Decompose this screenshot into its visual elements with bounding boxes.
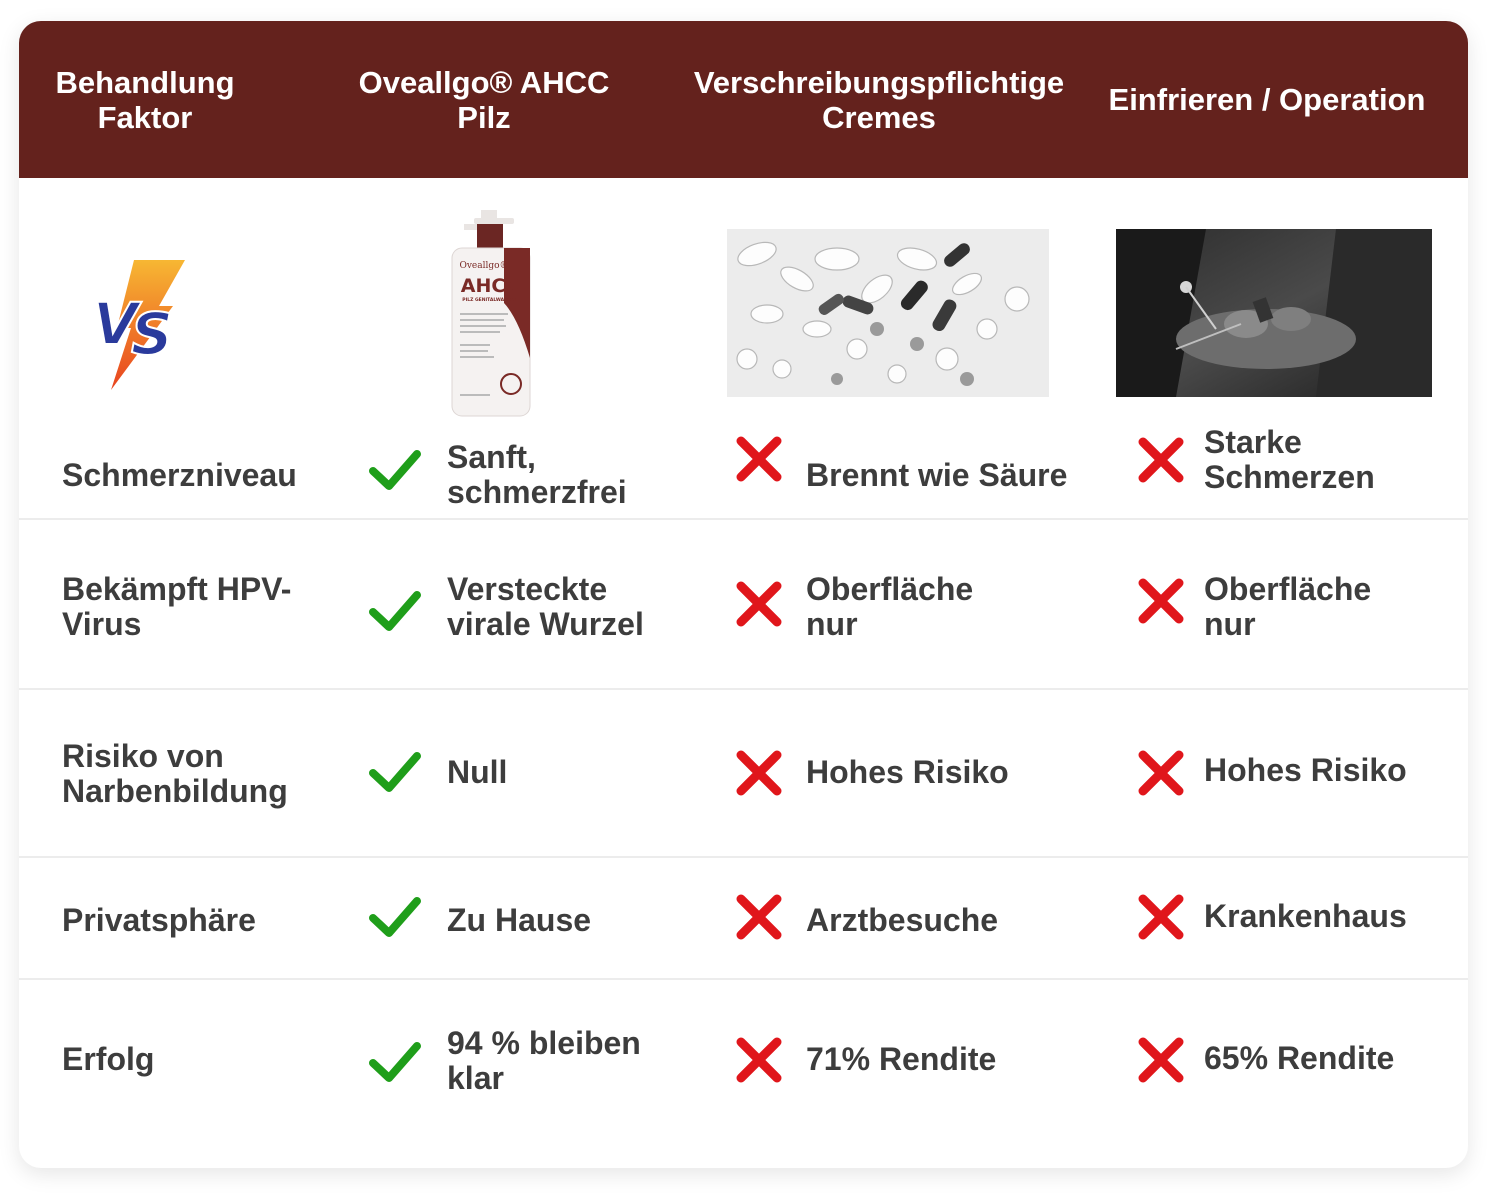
row-creams-value [806, 572, 973, 642]
header-surgery-label: Einfrieren / Operation [1108, 82, 1426, 117]
row-creams-value-text: 71% Rendite [806, 1040, 997, 1077]
header-product-label: Oveallgo® AHCC Pilz [358, 64, 610, 135]
row-surgery-value-text: Hohes Risiko [1204, 751, 1407, 788]
cross-icon [733, 747, 785, 799]
header-factor-label: Behandlung Faktor [55, 64, 235, 135]
row-surgery-value [1204, 899, 1407, 934]
header-factor [19, 21, 271, 178]
cross-icon [1135, 434, 1187, 486]
header-surgery [1099, 21, 1435, 178]
cross-icon [733, 1034, 785, 1086]
product-subtitle-text: PILZ GENITALWARZEN [462, 298, 518, 303]
row-factor-label-text: Bekämpft HPV- Virus [62, 571, 292, 642]
row-creams-value [806, 1042, 996, 1077]
product-name-text: AHCC [460, 275, 520, 297]
row-product-value-text: Null [447, 753, 508, 790]
row-factor-label [62, 1042, 154, 1077]
cross-icon [1135, 1034, 1187, 1086]
row-product-value [447, 903, 591, 938]
image-row [19, 178, 1468, 448]
row-product-value [447, 572, 644, 642]
check-icon [369, 891, 421, 943]
row-creams-value-text: Arztbesuche [806, 901, 999, 938]
check-icon [369, 746, 421, 798]
row-product-value [447, 440, 627, 510]
row-product-value [447, 755, 507, 790]
svg-text:V: V [93, 290, 138, 358]
row-creams-value [806, 755, 1009, 790]
row-factor-label [62, 458, 297, 493]
row-factor-label-text: Erfolg [62, 1040, 155, 1077]
cross-icon [1135, 575, 1187, 627]
row-creams-value [806, 903, 998, 938]
table-header [19, 21, 1468, 178]
row-product-value [447, 1026, 641, 1096]
comparison-table [19, 21, 1468, 1168]
svg-text:S: S [131, 300, 173, 368]
row-factor-label-text: Risiko von Narbenbildung [62, 738, 288, 809]
row-creams-value [806, 458, 1067, 493]
row-factor-label-text: Schmerzniveau [62, 456, 297, 493]
cross-icon [733, 578, 785, 630]
header-product [319, 21, 649, 178]
row-product-value-text: Versteckte virale Wurzel [447, 571, 644, 642]
pills-photo [727, 229, 1049, 397]
row-surgery-value [1204, 425, 1375, 495]
row-surgery-value [1204, 753, 1407, 788]
row-surgery-value-text: Krankenhaus [1204, 897, 1407, 934]
header-creams-label: Verschreibungspflichtige Cremes [693, 64, 1065, 135]
product-brand-text: Oveallgo® [459, 261, 509, 271]
cross-icon [733, 891, 785, 943]
cross-icon [733, 433, 785, 485]
check-icon [369, 1036, 421, 1088]
product-bottle-image [444, 208, 539, 418]
row-surgery-value [1204, 572, 1371, 642]
row-surgery-value-text: Starke Schmerzen [1204, 424, 1375, 495]
row-surgery-value-text: 65% Rendite [1204, 1039, 1395, 1076]
row-factor-label [62, 739, 288, 809]
check-icon [369, 585, 421, 637]
vs-logo-icon [89, 258, 189, 393]
header-creams [679, 21, 1079, 178]
row-product-value-text: Sanft, schmerzfrei [447, 439, 627, 510]
row-factor-label [62, 572, 291, 642]
cross-icon [1135, 891, 1187, 943]
row-surgery-value [1204, 1041, 1394, 1076]
row-creams-value-text: Hohes Risiko [806, 753, 1009, 790]
row-creams-value-text: Brennt wie Säure [806, 456, 1068, 493]
row-surgery-value-text: Oberfläche nur [1204, 571, 1372, 642]
row-factor-label [62, 903, 256, 938]
row-product-value-text: Zu Hause [447, 901, 592, 938]
row-product-value-text: 94 % bleiben klar [447, 1025, 641, 1096]
row-creams-value-text: Oberfläche nur [806, 571, 974, 642]
check-icon [369, 444, 421, 496]
row-factor-label-text: Privatsphäre [62, 901, 256, 938]
surgery-photo [1116, 229, 1432, 397]
cross-icon [1135, 747, 1187, 799]
